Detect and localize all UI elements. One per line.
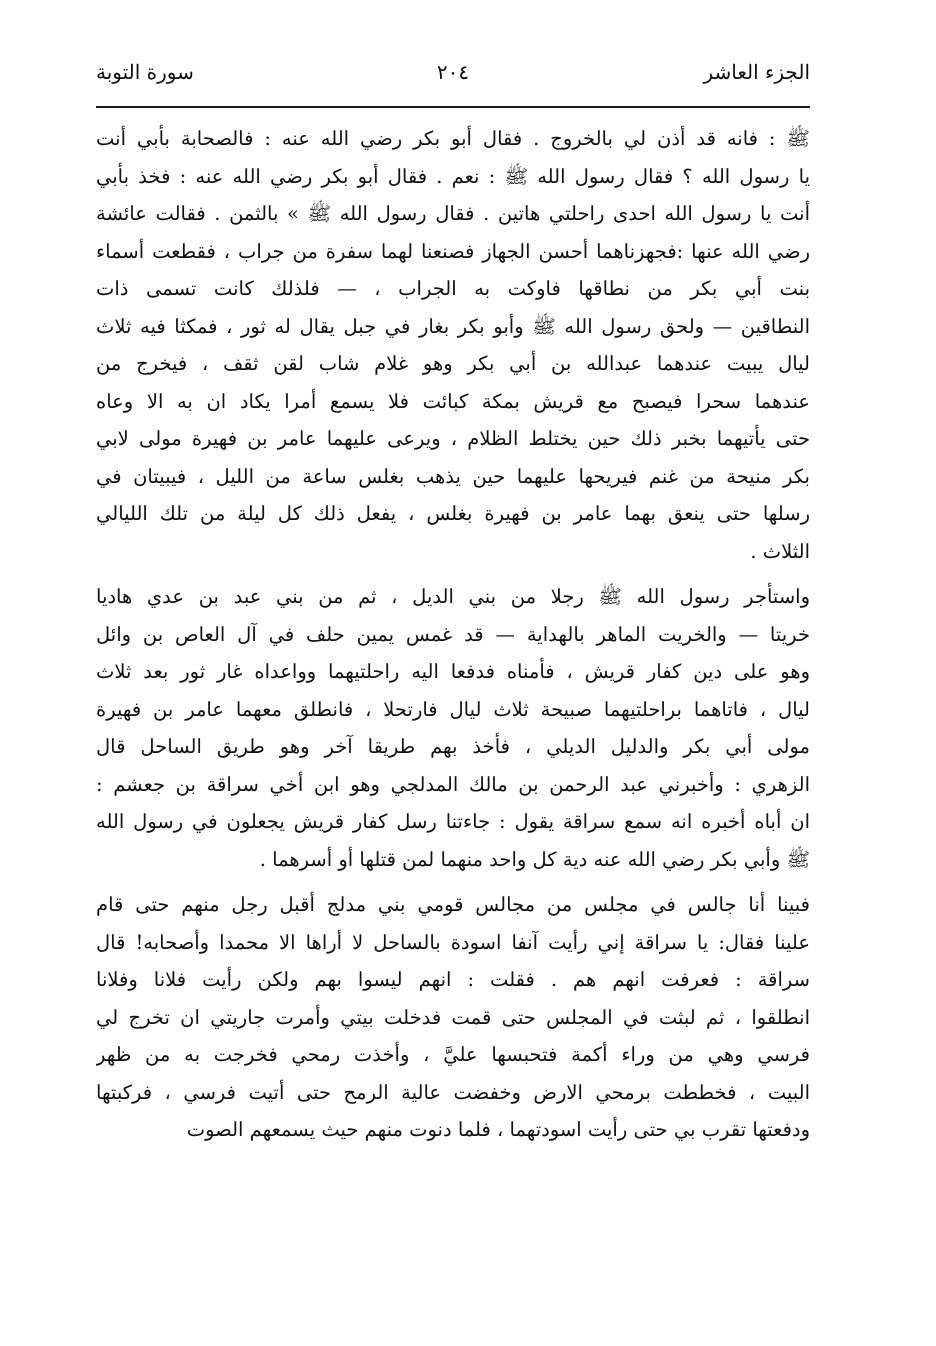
text-line: أنت يا رسول الله احدى راحلتي هاتين . فقال رسول الله ﷺ » بالثمن . فقالت عائشة (96, 202, 810, 225)
text-line: الثلاث . (750, 539, 810, 563)
page-body (96, 120, 810, 1149)
text-line: ان أباه أخبره انه سمع سراقة يقول : جاءتنا رسل كفار قريش يجعلون في رسول الله (96, 810, 810, 833)
text-line: انطلقوا ، ثم لبثت في المجلس حتى قمت فدخلت بيتي وأمرت جاريتي ان تخرج لي (96, 1005, 810, 1029)
header-rule (96, 106, 810, 108)
text-line: ليال ، فاتاهما براحلتيهما صبيحة ثلاث ليال فارتحلا ، فانطلق معهما عامر بن فهيرة (96, 697, 810, 721)
text-line: بنت أبي بكر من نطاقها فاوكت به الجراب ، — فلذلك كانت تسمى ذات (96, 277, 810, 300)
paragraph (96, 578, 810, 878)
text-line: يا رسول الله ؟ فقال رسول الله ﷺ : نعم . فقال أبو بكر رضي الله عنه : فخذ بأبي (96, 164, 810, 188)
text-line: علينا فقال: يا سراقة إني رأيت آنفا اسودة بالساحل لا أراها الا محمدا وأصحابه! قال (96, 930, 810, 954)
text-line: خريتا — والخريت الماهر بالهداية — قد غمس يمين حلف في آل العاص بن وائل (96, 622, 810, 646)
text-line: ﷺ وأبي بكر رضي الله عنه دية كل واحد منهما لمن قتلها أو أسرهما . (259, 847, 810, 871)
page-header (96, 52, 810, 96)
text-line: وهو على دين كفار قريش ، فأمناه فدفعا اليه راحلتيهما وواعداه غار ثور بعد ثلاث (96, 660, 810, 683)
text-line: سراقة : فعرفت انهم هم . فقلت : انهم ليسوا بهم ولكن رأيت فلانا وفلانا (96, 968, 810, 991)
part-title: الجزء العاشر (703, 60, 810, 84)
text-line: واستأجر رسول الله ﷺ رجلا من بني الديل ، ثم من بني عبد بن عدي هاديا (96, 585, 810, 608)
text-line: بكر منيحة من غنم فيريحها عليهما حين يذهب بغلس ساعة من الليل ، فيبيتان في (96, 464, 810, 488)
text-line: النطاقين — ولحق رسول الله ﷺ وأبو بكر بغار في جبل يقال له ثور ، فمكثا فيه ثلاث (96, 314, 810, 338)
text-line: رسلها حتى ينعق بهما عامر بن فهيرة بغلس ، يفعل ذلك كل ليلة من تلك الليالي (96, 502, 810, 525)
text-line: ليال يبيت عندهما عبدالله بن أبي بكر وهو غلام شاب لقن ثقف ، فيخرج من (96, 352, 810, 375)
page-number: ٢٠٤ (436, 60, 470, 84)
text-line: رضي الله عنها :فجهزناهما أحسن الجهاز فصنعنا لهما سفرة من جراب ، فقطعت أسماء (96, 239, 810, 263)
paragraph-gap (96, 878, 810, 886)
paragraph (96, 886, 810, 1149)
surah-title: سورة التوبة (96, 60, 194, 84)
text-line: عندهما سحرا فيصبح مع قريش بمكة كبائت فلا يسمع أمرا يكاد ان به الا وعاه (96, 389, 810, 413)
text-line: مولى أبي بكر والدليل الديلي ، فأخذ بهم طريقا آخر وهو طريق الساحل قال (96, 735, 810, 758)
text-line: ودفعتها تقرب بي حتى رأيت اسودتهما ، فلما دنوت منهم حيث يسمعهم الصوت (186, 1118, 810, 1141)
text-line: حتى يأتيهما بخبر ذلك حين يختلط الظلام ، ويرعى عليهما عامر بن فهيرة مولى لابي (96, 427, 810, 450)
text-line: فبينا أنا جالس في مجلس من مجالس قومي بني مدلج أقبل رجل منهم حتى قام (96, 893, 810, 916)
paragraph (96, 120, 810, 570)
text-line: فرسي وهي من وراء أكمة فتحبسها عليَّ ، وأخذت رمحي فخرجت به من ظهر (96, 1043, 810, 1066)
paragraph-gap (96, 570, 810, 578)
text-line: البيت ، فخططت برمحي الارض وخفضت عالية الرمح حتى أتيت فرسي ، فركبتها (96, 1080, 810, 1104)
text-line: ﷺ : فانه قد أذن لي بالخروج . فقال أبو بكر رضي الله عنه : فالصحابة بأبي أنت (96, 127, 810, 150)
text-line: الزهري : وأخبرني عبد الرحمن بن مالك المدلجي وهو ابن أخي سراقة بن جعشم : (96, 772, 810, 796)
